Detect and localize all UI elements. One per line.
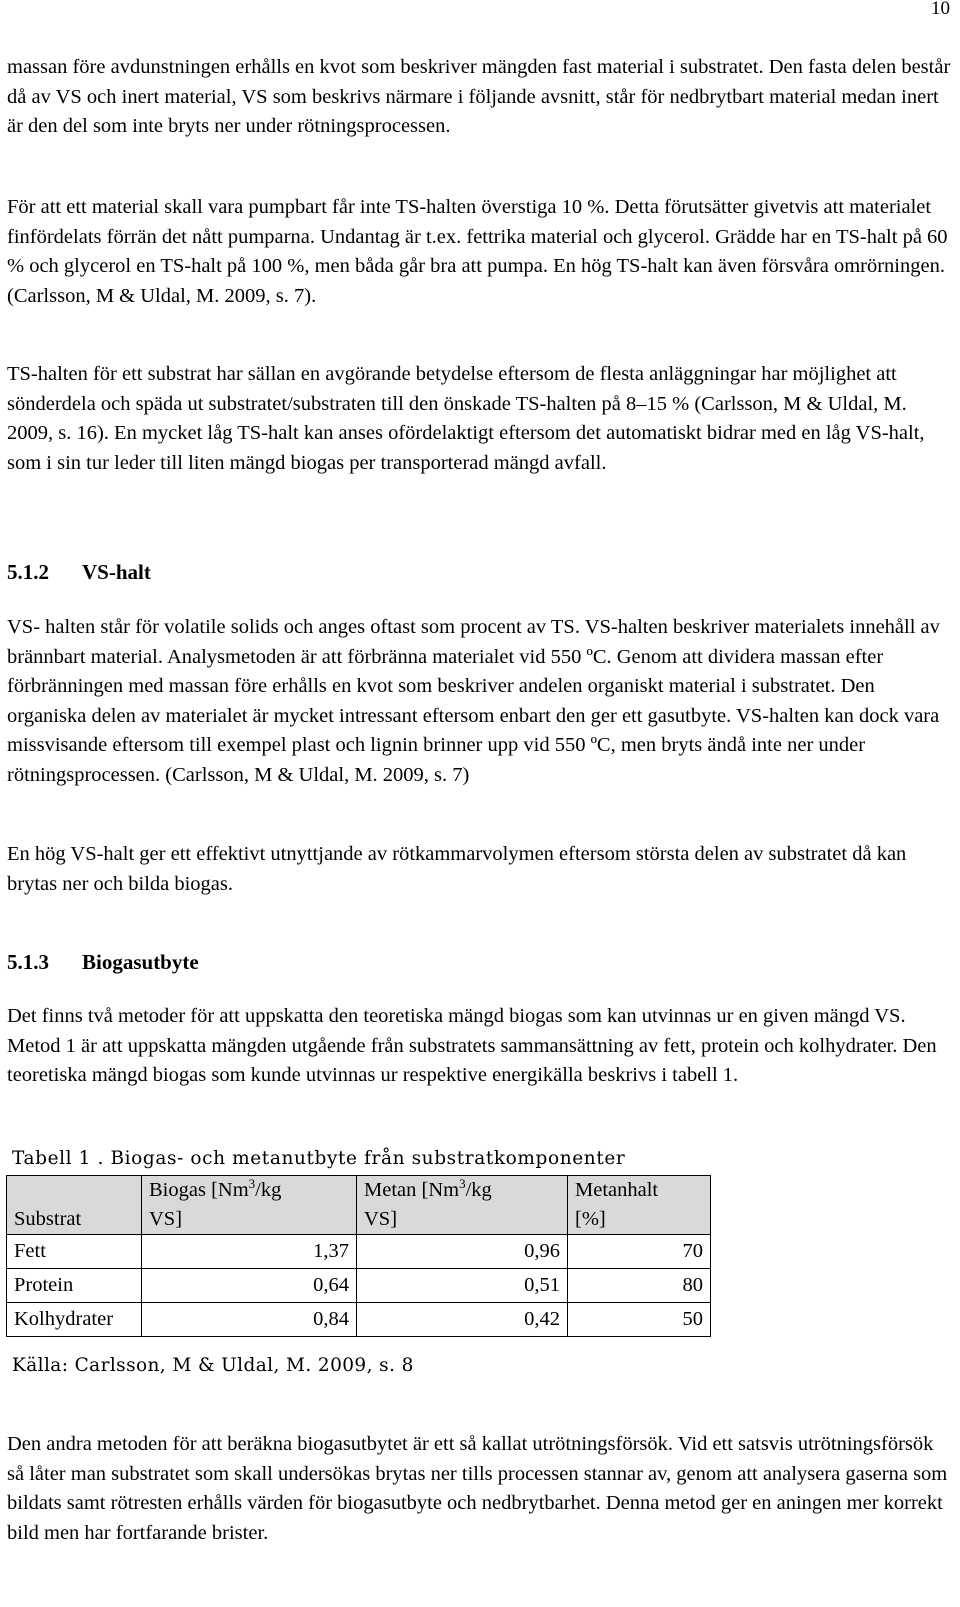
body-paragraph: massan före avdunstningen erhålls en kvot som beskriver mängden fast material i substratet. Den fasta delen består då av VS och inert material, VS som beskrivs närmare i följande avsnitt, står för nedbrytbart material medan inert är den del som inte bryts ner under rötningsprocessen. <box>7 56 951 137</box>
body-paragraph: Den andra metoden för att beräkna biogasutbytet är ett så kallat utrötningsförsök. Vid ett satsvis utrötningsförsök så låter man substratet som skall undersökas brytas ner tills processen stannar av, genom att analysera gaserna som bildats samt rötresten erhålls värden för biogasutbyte och nedbrytbarhet. Denna metod ger en aningen mer korrekt bild men har fortfarande brister. <box>7 1433 948 1544</box>
section-heading-vs-halt <box>7 560 151 585</box>
section-number: 5.1.3 <box>7 950 49 974</box>
cell-biogas: 1,37 <box>142 1235 357 1269</box>
header-metan: Metan [Nm$^3$/kg VS] <box>357 1176 568 1235</box>
body-paragraph: VS- halten står för volatile solids och anges oftast som procent av TS. VS-halten beskriver materialets innehåll av brännbart material. Analysmetoden är att förbränna materialet vid 550 ºC. Genom att dividera massan efter förbränningen med massan före erhålls en kvot som beskriver andelen organiskt material i substratet. Den organiska delen av materialet är mycket intressant eftersom enbart den ger ett gasutbyte. VS-halten kan dock vara missvisande eftersom till exempel plast och lignin brinner upp vid 550 ºC, men bryts ändå inte ner under rötningsprocessen. (Carlsson, M & Uldal, M. 2009, s. 7) <box>7 616 940 786</box>
cell-substrat: Protein <box>7 1269 142 1303</box>
table-source: Källa: Carlsson, M & Uldal, M. 2009, s. 8 <box>12 1355 414 1376</box>
body-paragraph: För att ett material skall vara pumpbart får inte TS-halten överstiga 10 %. Detta förutsätter givetvis att materialet finfördelats förrän det nått pumparna. Undantag är t.ex. fettrika material och glycerol. Grädde har en TS-halt på 60 % och glycerol en TS-halt på 100 %, men båda går bra att pumpa. En hög TS-halt kan även försvåra omrörningen. (Carlsson, M & Uldal, M. 2009, s. 7). <box>7 196 948 307</box>
cell-metan: 0,51 <box>357 1269 568 1303</box>
cell-biogas: 0,64 <box>142 1269 357 1303</box>
table-row <box>7 1269 711 1303</box>
section-title: Biogasutbyte <box>82 950 199 974</box>
section-number: 5.1.2 <box>7 560 49 584</box>
section-title: VS-halt <box>82 560 151 584</box>
cell-metanhalt: 70 <box>568 1235 711 1269</box>
header-metanhalt: Metanhalt [%] <box>568 1176 711 1235</box>
cell-metan: 0,42 <box>357 1303 568 1337</box>
table-row <box>7 1303 711 1337</box>
cell-metanhalt: 50 <box>568 1303 711 1337</box>
body-paragraph: Det finns två metoder för att uppskatta den teoretiska mängd biogas som kan utvinnas ur en given mängd VS. Metod 1 är att uppskatta mängden utgående från substratets sammansättning av fett, protein och kolhydrater. Den teoretiska mängd biogas som kunde utvinnas ur respektive energikälla beskrivs i tabell 1. <box>7 1005 937 1086</box>
body-paragraph: TS-halten för ett substrat har sällan en avgörande betydelse eftersom de flesta anläggningar har möjlighet att sönderdela och späda ut substratet/substraten till den önskade TS-halten på 8–15 % (Carlsson, M & Uldal, M. 2009, s. 16). En mycket låg TS-halt kan anses ofördelaktigt eftersom det automatiskt bidrar med en låg VS-halt, som i sin tur leder till liten mängd biogas per transporterad mängd avfall. <box>7 363 925 474</box>
cell-biogas: 0,84 <box>142 1303 357 1337</box>
cell-substrat: Fett <box>7 1235 142 1269</box>
biogas-table <box>6 1175 711 1337</box>
table-header-row <box>7 1176 711 1235</box>
page-number: 10 <box>931 0 950 19</box>
cell-metanhalt: 80 <box>568 1269 711 1303</box>
cell-substrat: Kolhydrater <box>7 1303 142 1337</box>
body-paragraph: En hög VS-halt ger ett effektivt utnyttjande av rötkammarvolymen eftersom största delen av substratet då kan brytas ner och bilda biogas. <box>7 843 907 895</box>
table-caption: Tabell 1 . Biogas- och metanutbyte från substratkomponenter <box>12 1148 626 1169</box>
header-substrat: Substrat <box>7 1176 142 1235</box>
table-row <box>7 1235 711 1269</box>
header-biogas: Biogas [Nm$^3$/kg VS] <box>142 1176 357 1235</box>
section-heading-biogasutbyte <box>7 950 199 975</box>
cell-metan: 0,96 <box>357 1235 568 1269</box>
